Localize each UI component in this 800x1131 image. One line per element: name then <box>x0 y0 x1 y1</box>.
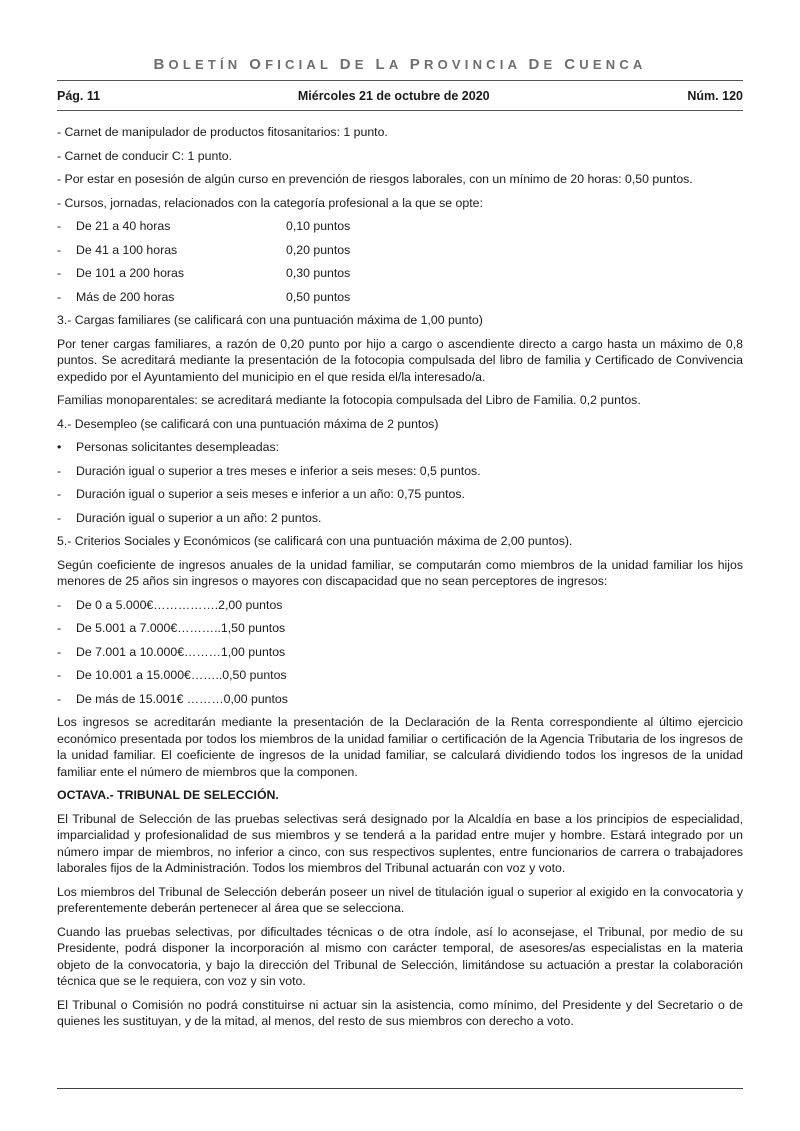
footer-rule <box>57 1088 743 1089</box>
masthead-word: DE <box>528 56 557 73</box>
masthead-word: OFICIAL <box>249 56 332 73</box>
masthead-word: PROVINCIA <box>409 56 521 73</box>
income-row: - De 7.001 a 10.000€………1,00 puntos <box>57 644 286 659</box>
list-item: - Duración igual o superior a seis meses e inferior a un año: 0,75 puntos. <box>57 487 465 501</box>
income-row: - De 0 a 5.000€…………….2,00 puntos <box>57 597 283 612</box>
course-value: 0,10 puntos <box>286 219 351 233</box>
paragraph: Según coeficiente de ingresos anuales de la unidad familiar, se computarán como miembros de la unidad familiar los hijos menores de 25 años sin ingresos o mayores con discapacidad que no sean perceptores de ingresos: <box>57 557 743 588</box>
masthead-rule <box>57 80 743 81</box>
course-label: De 41 a 100 horas <box>76 242 178 257</box>
course-label: De 101 a 200 horas <box>76 266 185 280</box>
course-row: - De 101 a 200 horas 0,30 puntos <box>57 265 743 282</box>
document-body <box>57 124 743 1037</box>
list-item: - Duración igual o superior a un año: 2 puntos. <box>57 510 322 525</box>
paragraph: El Tribunal de Selección de las pruebas selectivas será designado por la Alcaldía en base a los principios de especialidad, imparcialidad y profesionalidad de sus miembros y se tenderá a la paridad entre mujer y hombre. Estará integrado por un número impar de miembros, no inferior a cinco, con sus respectivos suplentes, entre funcionarios de carrera o trabajadores laborales fijos de la Administración. Todos los miembros del Tribunal actuarán con voz y voto. <box>57 811 743 875</box>
page-number: Pág. 11 <box>57 89 101 103</box>
paragraph: - Carnet de conducir C: 1 punto. <box>57 148 232 163</box>
section-title: 5.- Criterios Sociales y Económicos (se calificará con una puntuación máxima de 2,00 puntos). <box>57 534 573 548</box>
masthead <box>57 56 743 73</box>
course-value: 0,20 puntos <box>286 242 351 257</box>
course-row: - De 41 a 100 horas 0,20 puntos <box>57 242 743 259</box>
paragraph: Familias monoparentales: se acreditará mediante la fotocopia compulsada del Libro de Familia. 0,2 puntos. <box>57 393 641 407</box>
masthead-word: DE <box>339 56 368 73</box>
page-header <box>57 89 743 103</box>
course-value: 0,50 puntos <box>286 289 351 304</box>
income-row: - De 5.001 a 7.000€………..1,50 puntos <box>57 621 286 635</box>
masthead-word: CUENCA <box>564 56 647 73</box>
list-item: - Duración igual o superior a tres meses e inferior a seis meses: 0,5 puntos. <box>57 463 481 478</box>
section-title: 4.- Desempleo (se calificará con una puntuación máxima de 2 puntos) <box>57 416 439 431</box>
section-title: 3.- Cargas familiares (se calificará con una puntuación máxima de 1,00 punto) <box>57 313 483 327</box>
income-row: - De 10.001 a 15.000€……..0,50 puntos <box>57 668 287 682</box>
header-rule <box>57 110 743 111</box>
paragraph: - Carnet de manipulador de productos fitosanitarios: 1 punto. <box>57 125 388 139</box>
paragraph: Los miembros del Tribunal de Selección deberán poseer un nivel de titulación igual o superior al exigido en la convocatoria y preferentemente deberán pertenecer al área que se selecciona. <box>57 884 743 915</box>
paragraph: - Por estar en posesión de algún curso en prevención de riesgos laborales, con un mínimo de 20 horas: 0,50 puntos. <box>57 172 693 186</box>
paragraph: El Tribunal o Comisión no podrá constituirse ni actuar sin la asistencia, como mínimo, del Presidente y del Secretario o de quienes les sustituyan, y de la mitad, al menos, del resto de sus miembros con derecho a voto. <box>57 997 743 1028</box>
income-row: - De más de 15.001€ ………0,00 puntos <box>57 691 288 706</box>
masthead-word: BOLETÍN <box>153 56 242 73</box>
paragraph: - Cursos, jornadas, relacionados con la categoría profesional a la que se opte: <box>57 195 483 210</box>
paragraph: Cuando las pruebas selectivas, por dificultades técnicas o de otra índole, así lo aconsejase, el Tribunal, por medio de su Presidente, podrá disponer la incorporación al mismo con carácter temporal, de asesores/as especialistas en la materia objeto de la convocatoria, y bajo la dirección del Tribunal de Selección, limitándose su actuación a prestar la colaboración técnica que se le requiera, con voz y sin voto. <box>57 924 743 988</box>
course-label: Más de 200 horas <box>76 289 175 304</box>
course-value: 0,30 puntos <box>286 266 351 280</box>
issue-number: Núm. 120 <box>687 89 743 103</box>
masthead-word: LA <box>375 56 402 73</box>
course-label: De 21 a 40 horas <box>76 219 171 233</box>
issue-date: Miércoles 21 de octubre de 2020 <box>297 89 490 103</box>
bullet-item: • Personas solicitantes desempleadas: <box>57 440 280 454</box>
course-row: - De 21 a 40 horas 0,10 puntos <box>57 218 743 235</box>
section-heading: OCTAVA.- TRIBUNAL DE SELECCIÓN. <box>57 788 279 802</box>
course-row: - Más de 200 horas 0,50 puntos <box>57 289 743 306</box>
paragraph: Por tener cargas familiares, a razón de 0,20 punto por hijo a cargo o ascendiente directo a cargo hasta un máximo de 0,8 puntos. Se acreditará mediante la presentación de la fotocopia compulsada del libro de familia y Certificado de Convivencia expedido por el Ayuntamiento del municipio en el que resida el/la interesado/a. <box>57 336 743 384</box>
paragraph: Los ingresos se acreditarán mediante la presentación de la Declaración de la Renta correspondiente al último ejercicio económico presentada por todos los miembros de la unidad familiar o certificación de la Agencia Tributaria de los ingresos de la unidad familiar. El coeficiente de ingresos de la unidad familiar, se calculará dividiendo todos los ingresos de la unidad familiar ente el número de miembros que la componen. <box>57 715 743 779</box>
